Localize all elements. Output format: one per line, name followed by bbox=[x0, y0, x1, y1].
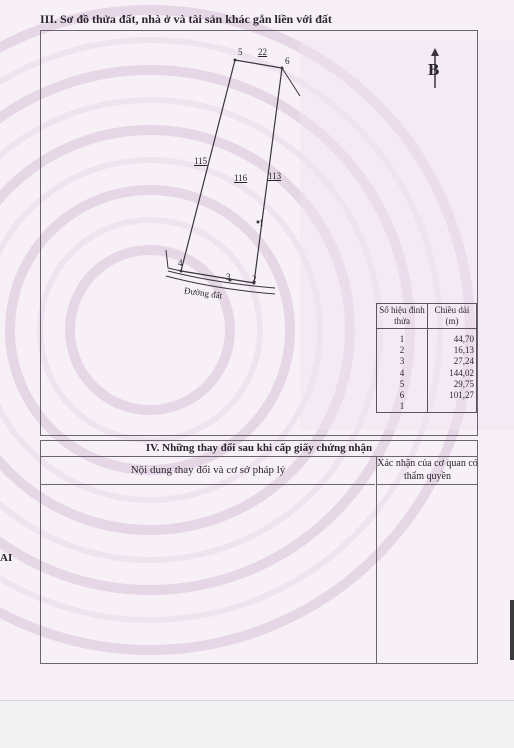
vertex-1-label: 1 bbox=[259, 218, 264, 228]
vertex-3-label: 3 bbox=[226, 272, 231, 282]
length-cell: 44,70 bbox=[428, 329, 477, 346]
vertex-cell: 5 bbox=[377, 379, 428, 390]
vertex-2-label: 2 bbox=[252, 274, 257, 284]
length-cell: 144,02 bbox=[428, 368, 477, 379]
vertex-cell: 4 bbox=[377, 368, 428, 379]
changes-table bbox=[40, 440, 478, 664]
bottom-margin bbox=[0, 700, 514, 748]
vertex-cell: 1 bbox=[377, 401, 428, 413]
content-column-header: Nội dung thay đổi và cơ sở pháp lý bbox=[41, 457, 375, 485]
header-length: Chiều dài (m) bbox=[428, 304, 477, 329]
header-vertex: Số hiệu đỉnh thửa bbox=[377, 304, 428, 329]
neighbor-115-label: 115 bbox=[194, 156, 208, 166]
vertex-cell: 6 bbox=[377, 390, 428, 401]
section-iii-title: III. Sơ đồ thửa đất, nhà ở và tài sản khác gắn liền với đất bbox=[40, 12, 332, 26]
length-cell: 27,24 bbox=[428, 356, 477, 367]
section-iv-title: IV. Những thay đổi sau khi cấp giấy chứng nhận bbox=[41, 441, 477, 457]
length-cell: 29,75 bbox=[428, 379, 477, 390]
road-label: Đường đất bbox=[183, 285, 223, 301]
length-cell: 16,13 bbox=[428, 345, 477, 356]
length-cell: 101,27 bbox=[428, 390, 477, 401]
vertex-cell: 3 bbox=[377, 356, 428, 367]
confirm-column-header: Xác nhận của cơ quan có thẩm quyền bbox=[376, 457, 478, 485]
neighbor-113-label: 113 bbox=[268, 171, 282, 181]
north-label: B bbox=[428, 60, 440, 79]
vertex-4-label: 4 bbox=[178, 258, 183, 268]
vertex-cell: 2 bbox=[377, 345, 428, 356]
scroll-edge bbox=[510, 600, 514, 660]
edge-length-label: 22 bbox=[258, 47, 267, 57]
vertex-length-table bbox=[376, 303, 477, 413]
vertex-5-label: 5 bbox=[238, 47, 243, 57]
north-arrow-icon bbox=[424, 48, 446, 90]
vertex-cell: 1 bbox=[377, 329, 428, 346]
parcel-116-label: 116 bbox=[234, 173, 248, 183]
column-divider bbox=[376, 485, 377, 663]
vertex-6-label: 6 bbox=[285, 56, 290, 66]
side-fragment-text: AI bbox=[0, 552, 13, 564]
